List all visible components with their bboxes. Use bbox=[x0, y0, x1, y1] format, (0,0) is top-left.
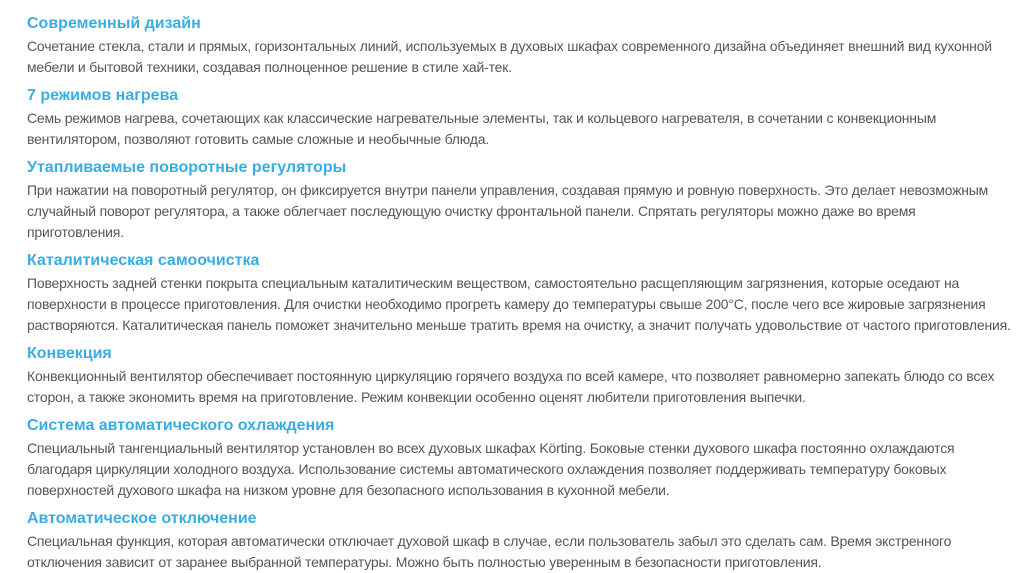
section-heading: Автоматическое отключение bbox=[27, 510, 257, 527]
feature-section-auto-shutoff bbox=[27, 510, 1012, 573]
feature-section-recessed-knobs bbox=[27, 159, 1012, 243]
features-article bbox=[27, 15, 1012, 573]
section-body: Специальный тангенциальный вентилятор установлен во всех духовых шкафах Körting. Боковые стенки духового шкафа постоянно охлаждаются благодаря циркуляции холодного воздуха. Использование системы автоматического охлаждения позволяет поддерживать температуру боковых поверхностей духового шкафа на низком уровне для безопасного использования в кухонной мебели. bbox=[27, 440, 955, 498]
feature-section-auto-cooling bbox=[27, 417, 1012, 501]
section-body: Семь режимов нагрева, сочетающих как классические нагревательные элементы, так и кольцевого нагревателя, в сочетании с конвекционным вентилятором, позволяют готовить самые сложные и необычные блюда. bbox=[27, 110, 937, 147]
section-body: Сочетание стекла, стали и прямых, горизонтальных линий, используемых в духовых шкафах современного дизайна объединяет внешний вид кухонной мебели и бытовой техники, создавая полноценное решение в стиле хай-тек. bbox=[27, 38, 992, 75]
section-heading: Каталитическая самоочистка bbox=[27, 252, 260, 269]
section-body: При нажатии на поворотный регулятор, он фиксируется внутри панели управления, создавая прямую и ровную поверхность. Это делает невозможным случайный поворот регулятора, а также облегчает последующую очистку фронтальной панели. Спрятать регуляторы можно даже во время приготовления. bbox=[27, 182, 989, 240]
section-heading: Система автоматического охлаждения bbox=[27, 417, 335, 434]
feature-section-catalytic-cleaning bbox=[27, 252, 1012, 336]
section-heading: Конвекция bbox=[27, 345, 112, 362]
feature-section-modern-design bbox=[27, 15, 1012, 78]
section-heading: Современный дизайн bbox=[27, 15, 201, 32]
feature-section-heating-modes bbox=[27, 87, 1012, 150]
section-heading: Утапливаемые поворотные регуляторы bbox=[27, 159, 347, 176]
feature-section-convection bbox=[27, 345, 1012, 408]
section-body: Поверхность задней стенки покрыта специальным каталитическим веществом, самостоятельно расщепляющим загрязнения, которые оседают на поверхности в процессе приготовления. Для очистки необходимо прогреть камеру до температуры свыше 200°С, после чего все жировые загрязнения растворяются. Каталитическая панель поможет значительно меньше тратить время на очистку, а значит получать удовольствие от частого приготовления. bbox=[27, 275, 1011, 333]
section-heading: 7 режимов нагрева bbox=[27, 87, 179, 104]
section-body: Специальная функция, которая автоматически отключает духовой шкаф в случае, если пользователь забыл это сделать сам. Время экстренного отключения зависит от заранее выбранной температуры. Можно быть полностью уверенным в безопасности приготовления. bbox=[27, 533, 952, 570]
section-body: Конвекционный вентилятор обеспечивает постоянную циркуляцию горячего воздуха по всей камере, что позволяет равномерно запекать блюдо со всех сторон, а также экономить время на приготовление. Режим конвекции особенно оценят любители приготовления выпечки. bbox=[27, 368, 995, 405]
